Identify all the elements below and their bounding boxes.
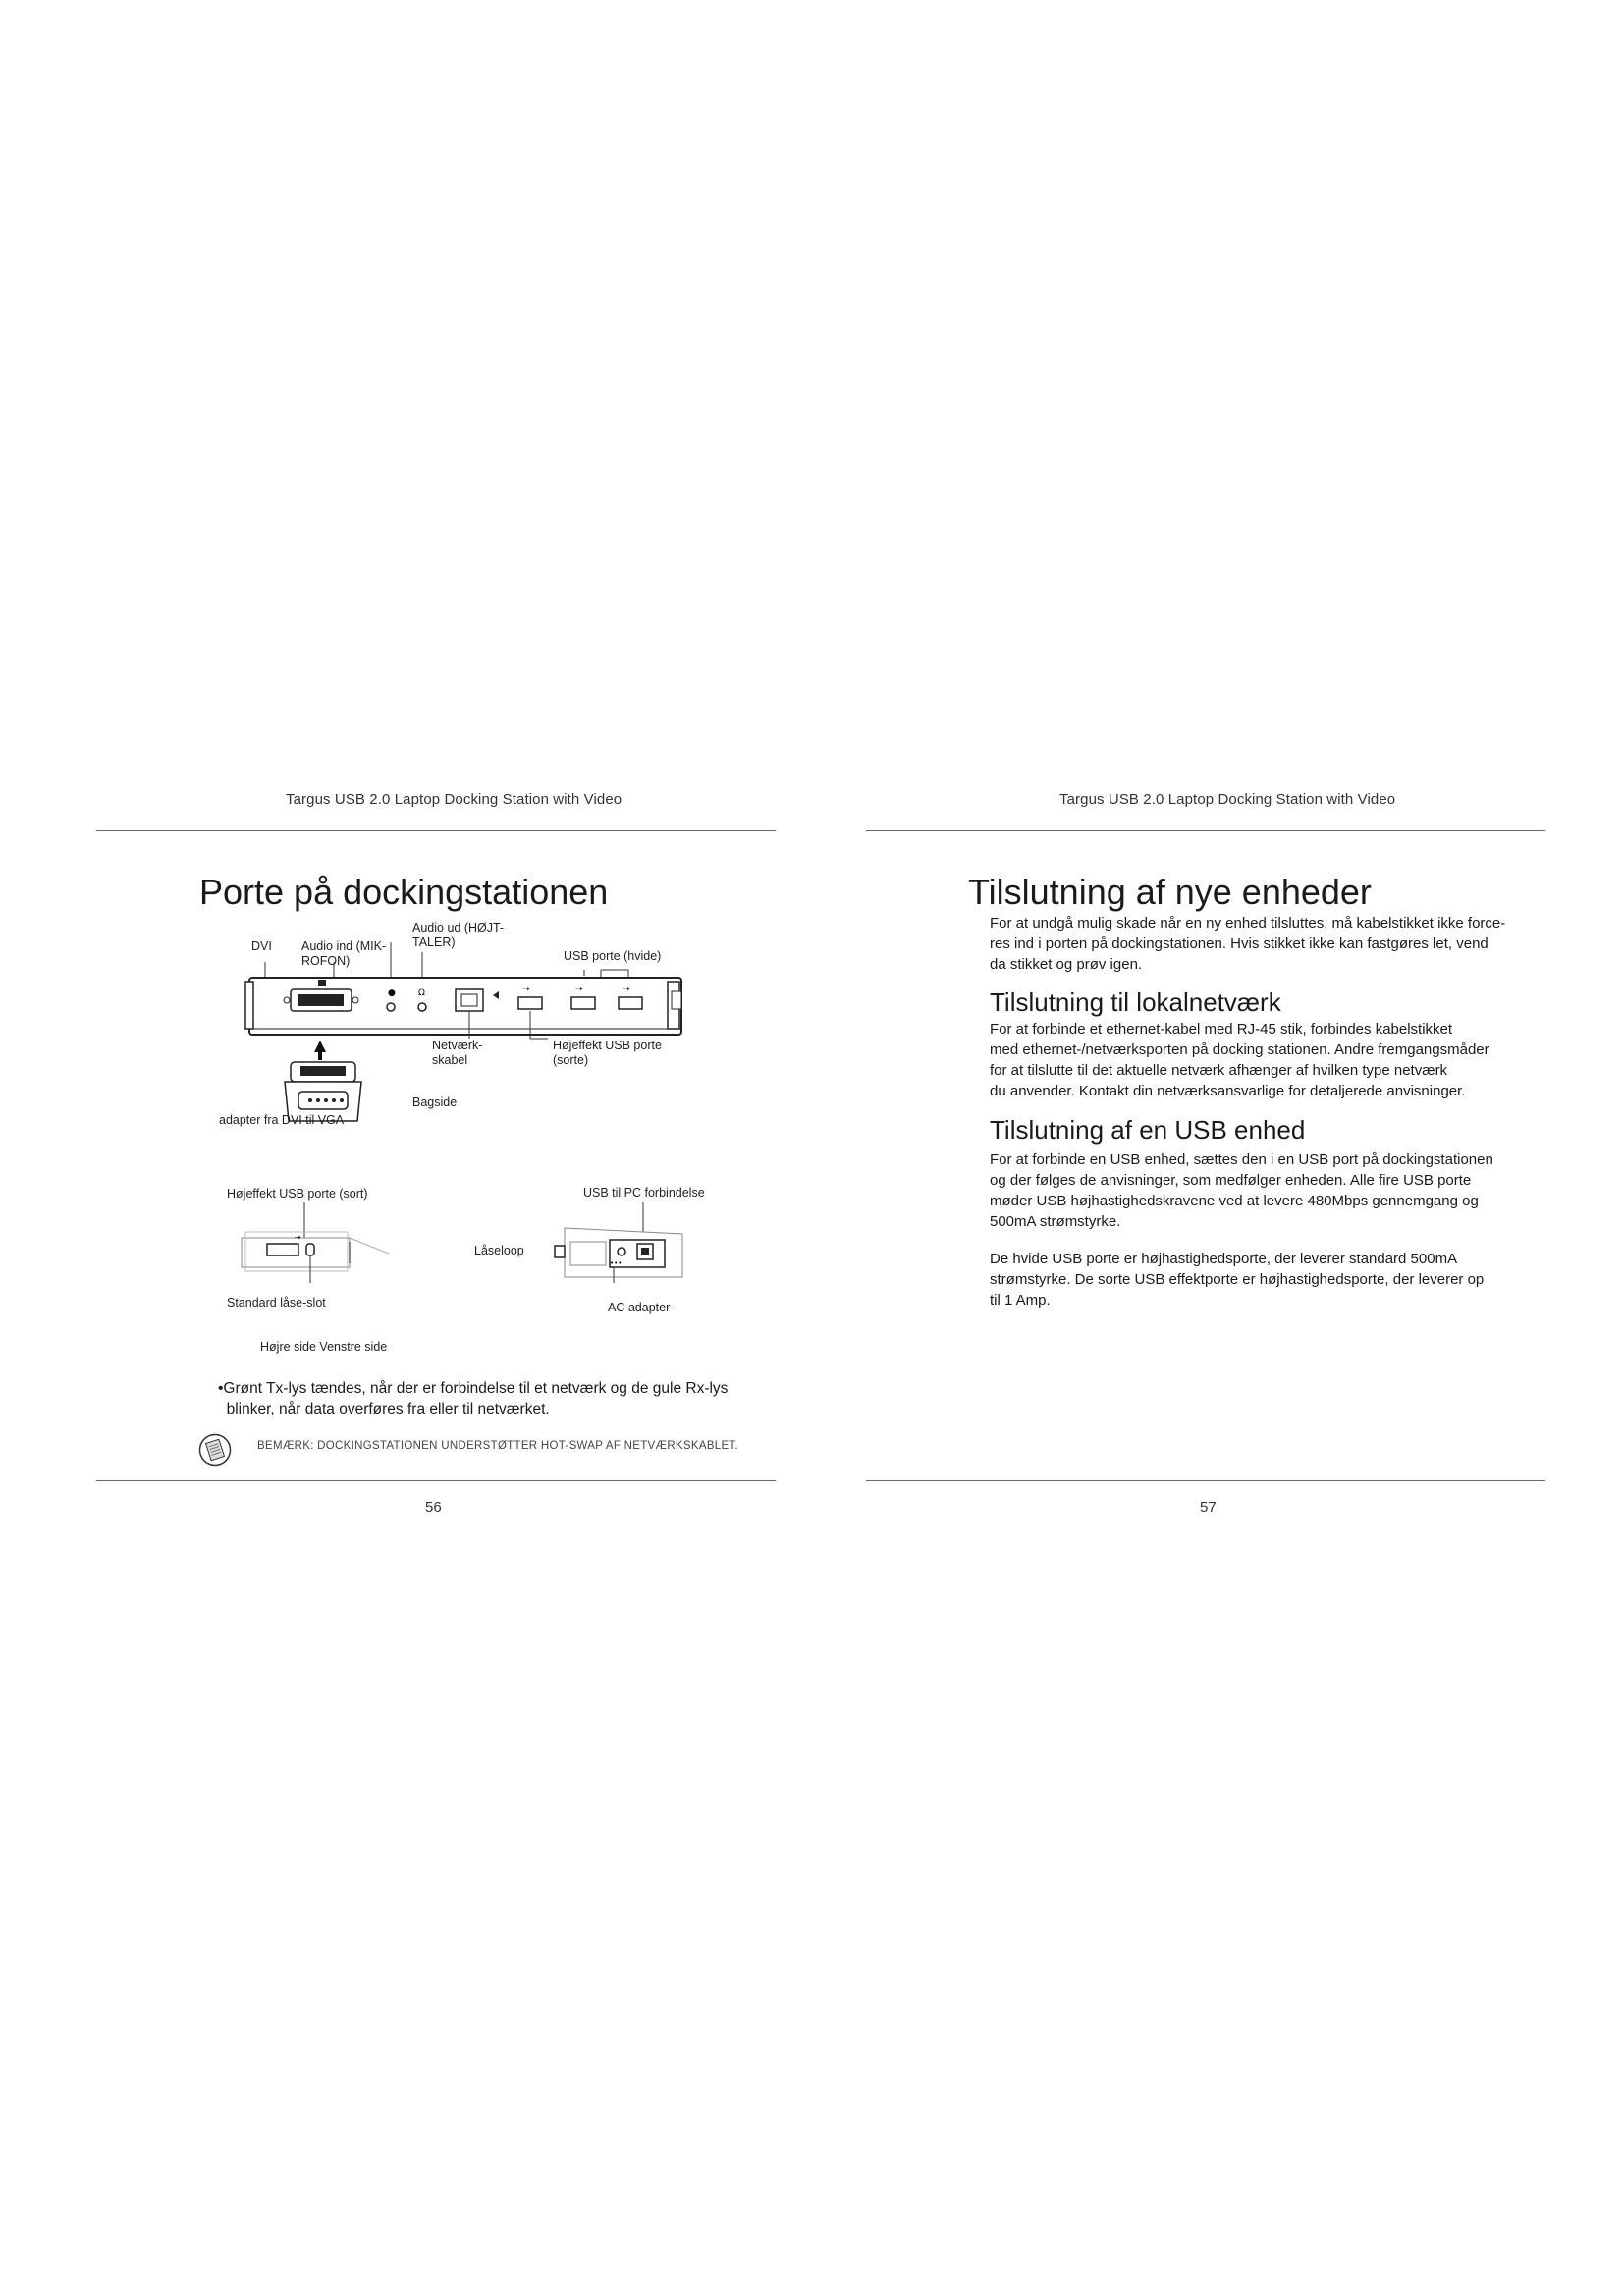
label-ac-adapter: AC adapter [608, 1301, 671, 1314]
label-usb-white: USB porte (hvide) [564, 949, 662, 963]
label-dvi: DVI [251, 939, 272, 953]
label-lock-slot: Standard låse-slot [227, 1296, 326, 1309]
svg-text:⇢: ⇢ [295, 1233, 301, 1242]
right-page-number: 57 [1200, 1499, 1217, 1516]
svg-text:Ω: Ω [418, 988, 425, 998]
svg-text:⇢: ⇢ [623, 985, 630, 994]
label-sides: Højre side Venstre side [260, 1340, 388, 1354]
usb-section-title: Tilslutning af en USB enhed [990, 1115, 1306, 1145]
label-adapter: adapter fra DVI til VGA [219, 1113, 345, 1127]
usb-section-text: For at forbinde en USB enhed, sættes den i en USB port på dockingstationen og der følges de anvisninger, som medfølger enheden. Alle fire USB porte møder USB højhastighedskravene ved at levere 480Mbps gennemgang og 500mA strømstyrke. [990, 1151, 1493, 1230]
svg-text:•••: ••• [610, 1259, 623, 1267]
right-page-title: Tilslutning af nye enheder [968, 872, 1372, 912]
lan-section-title: Tilslutning til lokalnetværk [990, 988, 1281, 1017]
intro-text: For at undgå mulig skade når en ny enhed tilsluttes, må kabelstikket ikke force- res ind i porten på dockingstationen. Hvis stikket ikke kan fastgøres let, vend da stikket og prøv igen. [990, 915, 1506, 973]
label-lock-loop: Låseloop [474, 1244, 524, 1257]
left-top-rule [96, 830, 776, 831]
network-led-bullet: •Grønt Tx-lys tændes, når der er forbindelse til et netværk og de gule Rx-lys blinker, når data overføres fra eller til netværket. [218, 1380, 729, 1417]
left-page-number: 56 [425, 1499, 442, 1516]
right-top-rule [866, 830, 1545, 831]
label-usb-pc: USB til PC forbindelse [583, 1186, 705, 1200]
left-side-illustration [545, 1202, 702, 1301]
right-side-illustration [236, 1202, 393, 1301]
usb-section-text-2: De hvide USB porte er højhastighedsporte, der leverer standard 500mA strømstyrke. De sorte USB effektporte er højhastighedsporte, der leverer op til 1 Amp. [990, 1251, 1485, 1308]
lan-section-text: For at forbinde et ethernet-kabel med RJ-45 stik, forbindes kabelstikket med ethernet-/netværksporten på docking stationen. Andre fremgangsmåder for at tilslutte til det aktuelle netværk afhænger af hvilken type netværk du anvender. Kontakt din netværksansvarlige for detaljerede anvisninger. [990, 1021, 1489, 1099]
svg-text:●: ● [388, 988, 396, 998]
svg-text:⇢: ⇢ [575, 985, 583, 994]
label-audio-in: Audio ind (MIK- ROFON) [301, 939, 387, 968]
label-back-side: Bagside [412, 1095, 458, 1109]
note-pad-icon [198, 1433, 232, 1467]
label-network: Netværk- skabel [432, 1039, 483, 1067]
left-running-head: Targus USB 2.0 Laptop Docking Station with Video [286, 791, 623, 808]
right-bottom-rule [866, 1480, 1545, 1481]
label-audio-out: Audio ud (HØJT- TALER) [412, 921, 505, 949]
right-running-head: Targus USB 2.0 Laptop Docking Station with Video [1059, 791, 1396, 808]
rear-dock-illustration [236, 962, 687, 1217]
svg-text:⇢: ⇢ [522, 985, 530, 994]
label-usb-black-side: Højeffekt USB porte (sort) [227, 1187, 368, 1201]
left-bottom-rule [96, 1480, 776, 1481]
label-usb-black: Højeffekt USB porte (sorte) [553, 1039, 662, 1067]
left-page-title: Porte på dockingstationen [199, 872, 609, 912]
hot-swap-note: BEMÆRK: DOCKINGSTATIONEN UNDERSTØTTER HOT-SWAP AF NETVÆRKSKABLET. [257, 1440, 738, 1452]
